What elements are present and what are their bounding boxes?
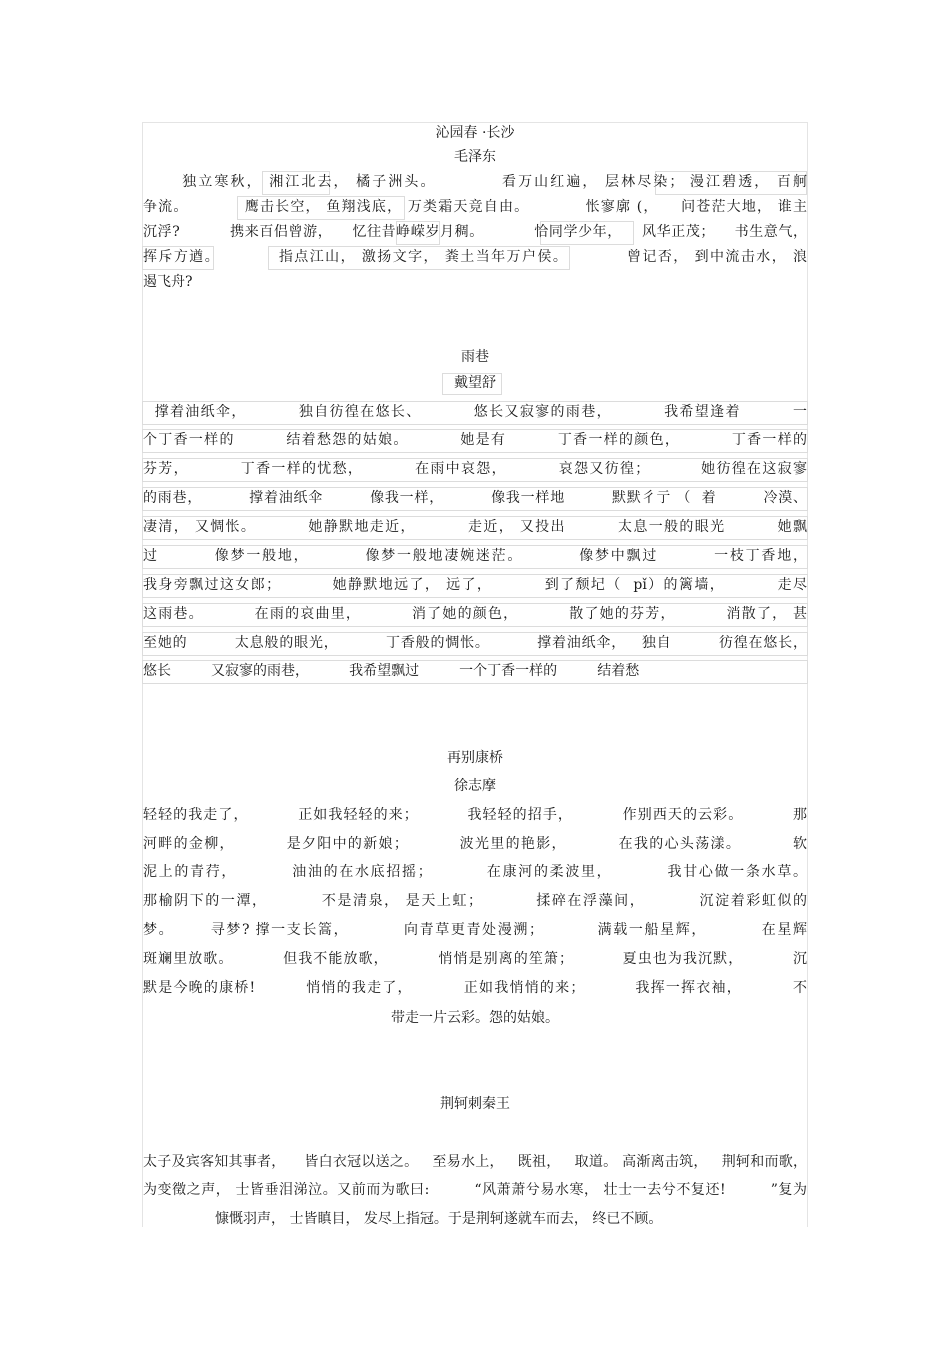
poem-line: 过 像梦一般地， 像梦一般地凄婉迷茫。 像梦中飘过 一枝丁香地， [143, 548, 807, 564]
poem-line: 挥斥方遒。 指点江山， 激扬文字， 粪土当年万户侯。 曾记否， 到中流击水， 浪 [143, 249, 807, 265]
poem-title: 雨巷 [461, 349, 489, 365]
prose-line: 慷慨羽声， 士皆瞋目， 发尽上指冠。于是荆轲遂就车而去， 终已不顾。 [215, 1211, 663, 1227]
poem-line: 带走一片云彩。怨的姑娘。 [391, 1010, 559, 1026]
prose-line: 太子及宾客知其事者， 皆白衣冠以送之。 至易水上， 既祖， 取道。 高渐离击筑， 荆轲和而歌， [143, 1154, 807, 1170]
poem-line: 默是今晚的康桥! 悄悄的我走了， 正如我悄悄的来； 我挥一挥衣袖， 不 [143, 980, 807, 996]
poem-line: 撑着油纸伞， 独自彷徨在悠长、 悠长又寂寥的雨巷， 我希望逢着 一 [143, 404, 807, 420]
poem-line: 泥上的青荇， 油油的在水底招摇； 在康河的柔波里， 我甘心做一条水草。 [143, 864, 807, 880]
poem-line: 遏飞舟? [143, 274, 193, 290]
poem-line: 悠长 又寂寥的雨巷， 我希望飘过 一个丁香一样的 结着愁 [143, 663, 640, 679]
poem-line: 河畔的金柳， 是夕阳中的新娘； 波光里的艳影， 在我的心头荡漾。 软 [143, 836, 807, 852]
poem-line: 芬芳， 丁香一样的忧愁， 在雨中哀怨， 哀怨又彷徨； 她彷徨在这寂寥 [143, 461, 807, 477]
poem-line: 争流。 鹰击长空， 鱼翔浅底， 万类霜天竞自由。 怅寥廓 (， 问苍茫大地， 谁主 [143, 199, 807, 215]
poem-title: 再别康桥 [447, 750, 503, 766]
poem-line: 凄清， 又惆怅。 她静默地走近， 走近， 又投出 太息一般的眼光 她飘 [143, 519, 807, 535]
poem-line: 独立寒秋， 湘江北去， 橘子洲头。 看万山红遍， 层林尽染； 漫江碧透， 百舸 [143, 174, 807, 190]
poem-line: 的雨巷， 撑着油纸伞 像我一样， 像我一样地 默默彳亍 （ 着 冷漠、 [143, 490, 807, 506]
poem-author: 徐志摩 [454, 778, 496, 794]
poem-line: 这雨巷。 在雨的哀曲里， 消了她的颜色， 散了她的芬芳， 消散了， 甚 [143, 606, 807, 622]
poem-line: 梦。 寻梦? 撑一支长篙， 向青草更青处漫溯； 满载一船星辉， 在星辉 [143, 922, 807, 938]
poem-line: 个丁香一样的 结着愁怨的姑娘。 她是有 丁香一样的颜色， 丁香一样的 [143, 432, 807, 448]
poem-line: 至她的 太息般的眼光， 丁香般的惆怅。 撑着油纸伞， 独自 彷徨在悠长， [143, 635, 807, 651]
poem-title: 沁园春 ·长沙 [435, 125, 515, 141]
poem-line: 我身旁飘过这女郎； 她静默地远了， 远了， 到了颓圮（ pǐ）的篱墙， 走尽 [143, 577, 807, 593]
poem-author: 毛泽东 [454, 149, 496, 165]
poem-title: 荆轲刺秦王 [440, 1096, 510, 1112]
poem-author: 戴望舒 [454, 375, 496, 391]
poem-line: 轻轻的我走了， 正如我轻轻的来； 我轻轻的招手， 作别西天的云彩。 那 [143, 807, 807, 823]
prose-line: 为变徵之声， 士皆垂泪涕泣。又前而为歌曰: “风萧萧兮易水寒， 壮士一去兮不复还! ”复为 [143, 1182, 807, 1198]
poem-line: 斑斓里放歌。 但我不能放歌， 悄悄是别离的笙箫； 夏虫也为我沉默， 沉 [143, 951, 807, 967]
poem-line: 那榆阴下的一潭， 不是清泉， 是天上虹； 揉碎在浮藻间， 沉淀着彩虹似的 [143, 893, 807, 909]
poem-line: 沉浮? 携来百侣曾游， 忆往昔峥嵘岁月稠。 恰同学少年， 风华正茂； 书生意气， [143, 224, 807, 240]
